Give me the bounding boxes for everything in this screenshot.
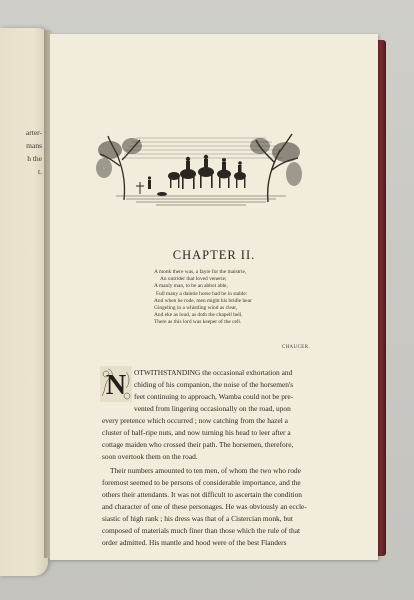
- body-text-line: others their attendants. It was not difficult to ascertain the condition: [102, 490, 302, 499]
- body-text-line: vented from lingering occasionally on the road, upon: [134, 404, 291, 413]
- body-text-line: OTWITHSTANDING the occasional exhortation and: [134, 368, 293, 377]
- body-text-line: soon overtook them on the road.: [102, 452, 198, 461]
- epigraph-verse: [154, 269, 304, 327]
- chapter-title: CHAPTER II.: [172, 248, 256, 262]
- body-text-line: order admitted. His mantle and hood were of the best Flanders: [102, 538, 287, 547]
- verse-line: Full many a daintie horse had he in stable:: [156, 290, 248, 297]
- verse-line: Gingeling in a whistling wind as clear,: [154, 305, 238, 312]
- body-text-line: every pretence which occurred ; now catching from the hazel a: [102, 416, 288, 425]
- verse-line: And eke as loud, as doth the chapell bell,: [154, 312, 243, 319]
- body-text-line: foremost seemed to be persons of considerable importance, and the: [102, 478, 301, 487]
- left-page-fragment: mans: [26, 141, 42, 150]
- body-text-line: Their numbers amounted to ten men, of whom the two who rode: [110, 466, 301, 475]
- body-text-line: siastic of high rank ; his dress was that of a Cistercian monk, but: [102, 514, 293, 523]
- left-page-fragment: h the: [27, 154, 42, 163]
- decorated-initial: [100, 366, 132, 402]
- left-page: [0, 28, 48, 576]
- body-text-line: cluster of half-ripe nuts, and now turning his head to leer after a: [102, 428, 291, 437]
- left-page-fragment: arter-: [25, 128, 42, 137]
- epigraph-attribution: CHAUCER.: [282, 345, 311, 350]
- verse-line: And when he rode, men might his bridle hear: [154, 297, 252, 304]
- verse-line: There as this lord was keeper of the cell.: [154, 319, 242, 326]
- verse-line: A manly man, to be an abbot able,: [154, 283, 228, 290]
- verse-line: A monk there was, a fayre for the maistrie,: [154, 269, 247, 275]
- body-text-line: cottage maiden who crossed their path. The horsemen, therefore,: [102, 440, 294, 449]
- body-text-line: chiding of his companion, the noise of the horsemen's: [134, 380, 294, 389]
- body-text-line: composed of materials much finer than those which the rule of that: [102, 526, 301, 535]
- initial-letter: N: [105, 370, 127, 401]
- engraving-illustration: [96, 130, 302, 206]
- verse-line: An outrider that loved venerie;: [160, 276, 227, 283]
- body-text-line: and character of one of these personages. He was obviously an eccle-: [102, 502, 307, 511]
- book-page: [50, 34, 378, 560]
- left-page-fragment: t.: [38, 167, 42, 176]
- body-text-line: feet continuing to approach, Wamba could not be pre-: [134, 392, 294, 401]
